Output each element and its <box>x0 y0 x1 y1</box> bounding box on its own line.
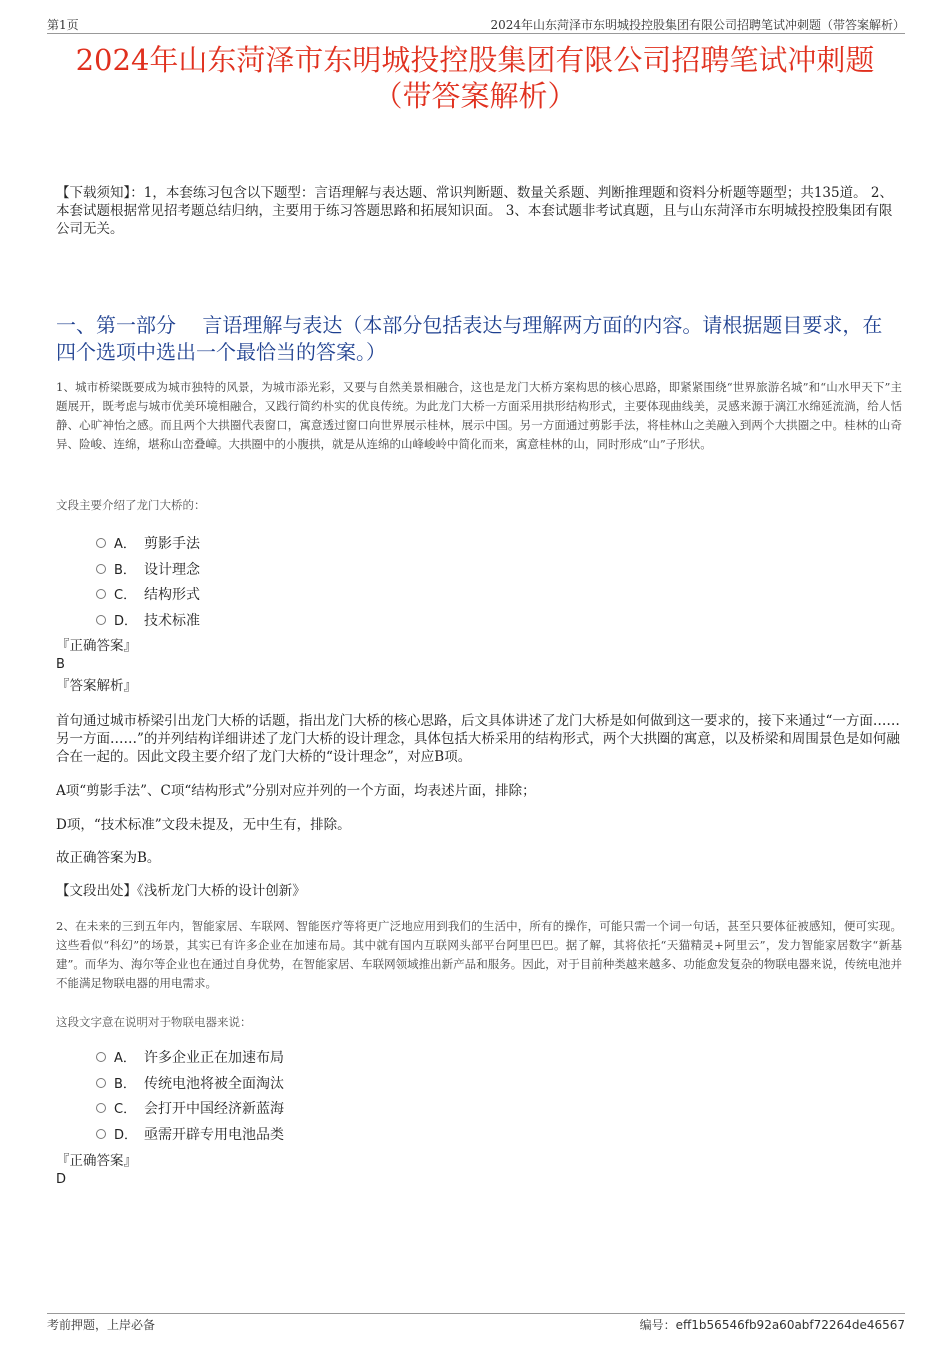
q2-stem: 2、在未来的三到五年内，智能家居、车联网、智能医疗等将更广泛地应用到我们的生活中，所有的操作，可能只需一个词一句话，甚至只要体征被感知，便可实现。这些看似“科幻”的场景，其实已有许多企业在加速布局。其中就有国内互联网头部平台阿里巴巴。据了解，其将依托“天猫精灵+阿里云”，发力智能家居数字“新基建”。而华为、海尔等企业也在通过自身优势，在智能家居、车联网领域推出新产品和服务。因此，对于目前种类越来越多、功能愈发复杂的物联电器来说，传统电池并不能满足物联电器的用电需求。 <box>56 919 902 990</box>
q1-options <box>96 533 200 635</box>
q1-answer-label: 『正确答案』 <box>56 638 137 654</box>
q1-analysis-p1: 首句通过城市桥梁引出龙门大桥的话题，指出龙门大桥的核心思路，后文具体讲述了龙门大桥是如何做到这一要求的，接下来通过“一方面……另一方面……”的并列结构详细讲述了龙门大桥的设计理念，具体包括大桥采用的结构形式，两个大拱圈的寓意，以及桥梁和周围景色是如何融合在一起的。因此文段主要介绍了龙门大桥的“设计理念”，对应B项。 <box>56 713 900 765</box>
q1-option-d[interactable]: D． 技术标准 <box>96 610 200 636</box>
q2-options <box>96 1047 284 1149</box>
q2-answer-label: 『正确答案』 <box>56 1153 137 1169</box>
radio-icon[interactable] <box>96 538 106 548</box>
q1-prompt: 文段主要介绍了龙门大桥的： <box>56 498 206 512</box>
q1-option-c[interactable]: C． 结构形式 <box>96 584 200 610</box>
radio-icon[interactable] <box>96 1078 106 1088</box>
q1-analysis-p4: 故正确答案为B。 <box>56 850 161 866</box>
radio-icon[interactable] <box>96 564 106 574</box>
page-header <box>47 14 905 34</box>
header-doc-title: 2024年山东菏泽市东明城投控股集团有限公司招聘笔试冲刺题（带答案解析） <box>490 18 905 32</box>
radio-icon[interactable] <box>96 1129 106 1139</box>
q2-option-d[interactable]: D． 亟需开辟专用电池品类 <box>96 1124 284 1150</box>
header-divider <box>47 33 905 34</box>
title-line-1: 2024年山东菏泽市东明城投控股集团有限公司招聘笔试冲刺题 <box>75 43 875 77</box>
page-number: 第1页 <box>47 18 79 32</box>
title-line-2: （带答案解析） <box>373 79 577 113</box>
footer-code-label: 编号： <box>639 1318 676 1332</box>
radio-icon[interactable] <box>96 1103 106 1113</box>
radio-icon[interactable] <box>96 589 106 599</box>
q1-option-b[interactable]: B． 设计理念 <box>96 559 200 585</box>
q1-answer: B <box>56 657 65 672</box>
q2-option-a[interactable]: A． 许多企业正在加速布局 <box>96 1047 284 1073</box>
q1-option-a[interactable]: A． 剪影手法 <box>96 533 200 559</box>
q1-analysis-label: 『答案解析』 <box>56 678 137 694</box>
q2-prompt: 这段文字意在说明对于物联电器来说： <box>56 1015 252 1029</box>
radio-icon[interactable] <box>96 615 106 625</box>
q2-answer: D <box>56 1172 67 1187</box>
section-heading: 一、第一部分 言语理解与表达（本部分包括表达与理解两方面的内容。请根据题目要求，在四个选项中选出一个最恰当的答案。） <box>56 313 883 364</box>
footer-code: eff1b56546fb92a60abf72264de46567 <box>675 1318 905 1332</box>
radio-icon[interactable] <box>96 1052 106 1062</box>
footer-slogan: 考前押题，上岸必备 <box>47 1318 156 1332</box>
q1-stem: 1、城市桥梁既要成为城市独特的风景，为城市添光彩，又要与自然美景相融合，这也是龙门大桥方案构思的核心思路，即紧紧围绕“世界旅游名城”和“山水甲天下”主题展开，既考虑与城市优美环境相融合，又践行简约朴实的优良传统。为此龙门大桥一方面采用拱形结构形式，主要体现曲线美，灵感来源于漓江水绵延流淌，给人恬静、心旷神怡之感。而且两个大拱圈代表窗口，寓意透过窗口向世界展示桂林，展示中国。另一方面通过剪影手法，将桂林山之美融入到两个大拱圈之中。桂林的山奇异、险峻、连绵，堪称山峦叠嶂。大拱圈中的小腹拱，就是从连绵的山峰峻岭中简化而来，寓意桂林的山，同时形成“山”子形状。 <box>56 380 902 451</box>
footer-divider <box>47 1313 905 1314</box>
footer-code-group <box>640 1316 905 1333</box>
page-title <box>40 42 910 114</box>
q2-option-b[interactable]: B． 传统电池将被全面淘汰 <box>96 1073 284 1099</box>
download-notice: 【下载须知】：1，本套练习包含以下题型：言语理解与表达题、常识判断题、数量关系题、判断推理题和资料分析题等题型；共135道。 2、本套试题根据常见招考题总结归纳，主要用于练习答题思路和拓展知识面。 3、本套试题非考试真题，且与山东菏泽市东明城投控股集团有限公司无关。 <box>56 185 893 237</box>
q1-analysis-p2: A项“剪影手法”、C项“结构形式”分别对应并列的一个方面，均表述片面，排除； <box>56 783 536 799</box>
q2-option-c[interactable]: C． 会打开中国经济新蓝海 <box>96 1098 284 1124</box>
q1-source: 【文段出处】《浅析龙门大桥的设计创新》 <box>56 883 306 899</box>
q1-analysis-p3: D项，“技术标准”文段未提及，无中生有，排除。 <box>56 817 351 833</box>
